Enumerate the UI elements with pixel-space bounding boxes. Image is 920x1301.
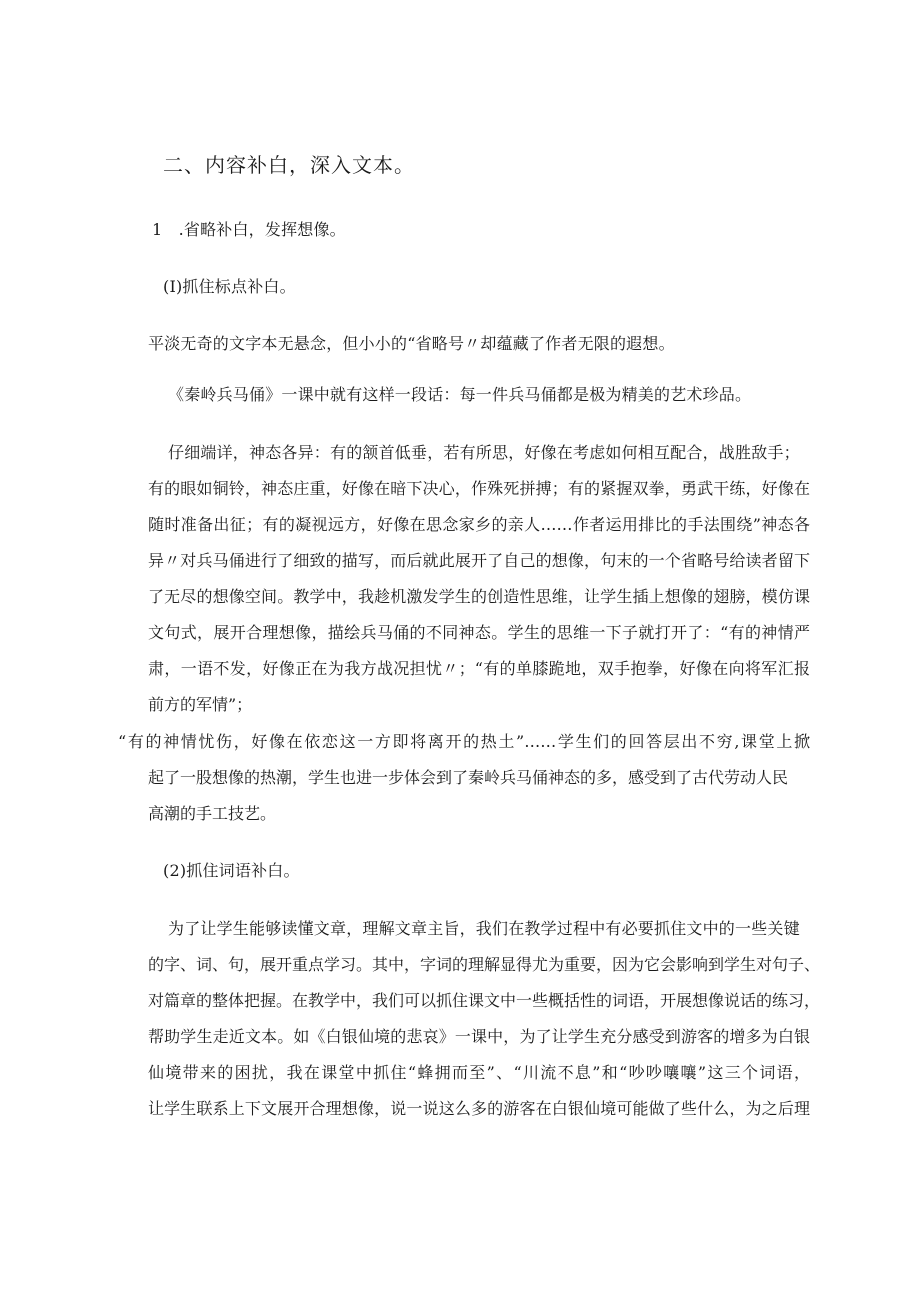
paragraph-line: 的字、词、句，展开重点学习。其中，字词的理解显得尤为重要，因为它会影响到学生对句子、: [148, 955, 821, 974]
paragraph: 《秦岭兵马俑》一课中就有这样一段话：每一件兵马俑都是极为精美的艺术珍品。: [168, 385, 752, 404]
sub-heading: (2)抓住词语补白。: [163, 861, 300, 880]
paragraph-line: 让学生联系上下文展开合理想像，说一说这么多的游客在白银仙境可能做了些什么，为之后理: [148, 1099, 810, 1118]
paragraph: 平淡无奇的文字本无悬念，但小小的“省略号〃却蕴藏了作者无限的遐想。: [148, 334, 675, 353]
paragraph-line: 了无尽的想像空间。教学中，我趁机激发学生的创造性思维，让学生插上想像的翅膀，模仿课: [148, 587, 810, 606]
paragraph-line: 前方的军情”；: [148, 695, 253, 714]
paragraph-line: 随时准备出征；有的凝视远方，好像在思念家乡的亲人……作者运用排比的手法围绕”神态各: [148, 515, 810, 534]
sub-heading: (I)抓住标点补白。: [163, 277, 296, 296]
paragraph-line: 肃，一语不发，好像正在为我方战况担忧〃；“有的单膝跪地，双手抱拳，好像在向将军汇报: [148, 659, 810, 678]
paragraph-line: 仙境带来的困扰，我在课堂中抓住“蜂拥而至”、“川流不息”和“吵吵嚷嚷”这三个词语，: [148, 1063, 810, 1082]
paragraph-line: 起了一股想像的热潮，学生也进一步体会到了秦岭兵马俑神态的多，感受到了古代劳动人民: [148, 768, 789, 787]
paragraph-line: 为了让学生能够读懂文章，理解文章主旨，我们在教学过程中有必要抓住文中的一些关键: [168, 919, 800, 938]
paragraph-line: 有的眼如铜铃，神态庄重，好像在暗下决心，作殊死拼搏；有的紧握双拳，勇武干练，好像在: [148, 479, 810, 498]
paragraph-line: 高潮的手工技艺。: [148, 804, 277, 823]
paragraph-line: 文句式，展开合理想像，描绘兵马俑的不同神态。学生的思维一下子就打开了：“有的神情严: [148, 623, 810, 642]
list-item-heading: 1 .省略补白，发挥想像。: [152, 220, 346, 239]
paragraph-line: 帮助学生走近文本。如《白银仙境的悲哀》一课中，为了让学生充分感受到游客的增多为白银: [148, 1027, 810, 1046]
paragraph-line: 异〃对兵马俑进行了细致的描写，而后就此展开了自己的想像，句末的一个省略号给读者留下: [148, 551, 810, 570]
paragraph-line: 对篇章的整体把握。在教学中，我们可以抓住课文中一些概括性的词语，开展想像说话的练习，: [148, 991, 821, 1010]
paragraph-line: “有的神情忧伤，好像在依恋这一方即将离开的热土”……学生们的回答层出不穷,课堂上掀: [118, 732, 810, 751]
paragraph-line: 仔细端详，神态各异：有的颔首低垂，若有所思，好像在考虑如何相互配合，战胜敌手；: [168, 443, 800, 462]
section-heading: 二、内容补白，深入文本。: [163, 153, 415, 177]
